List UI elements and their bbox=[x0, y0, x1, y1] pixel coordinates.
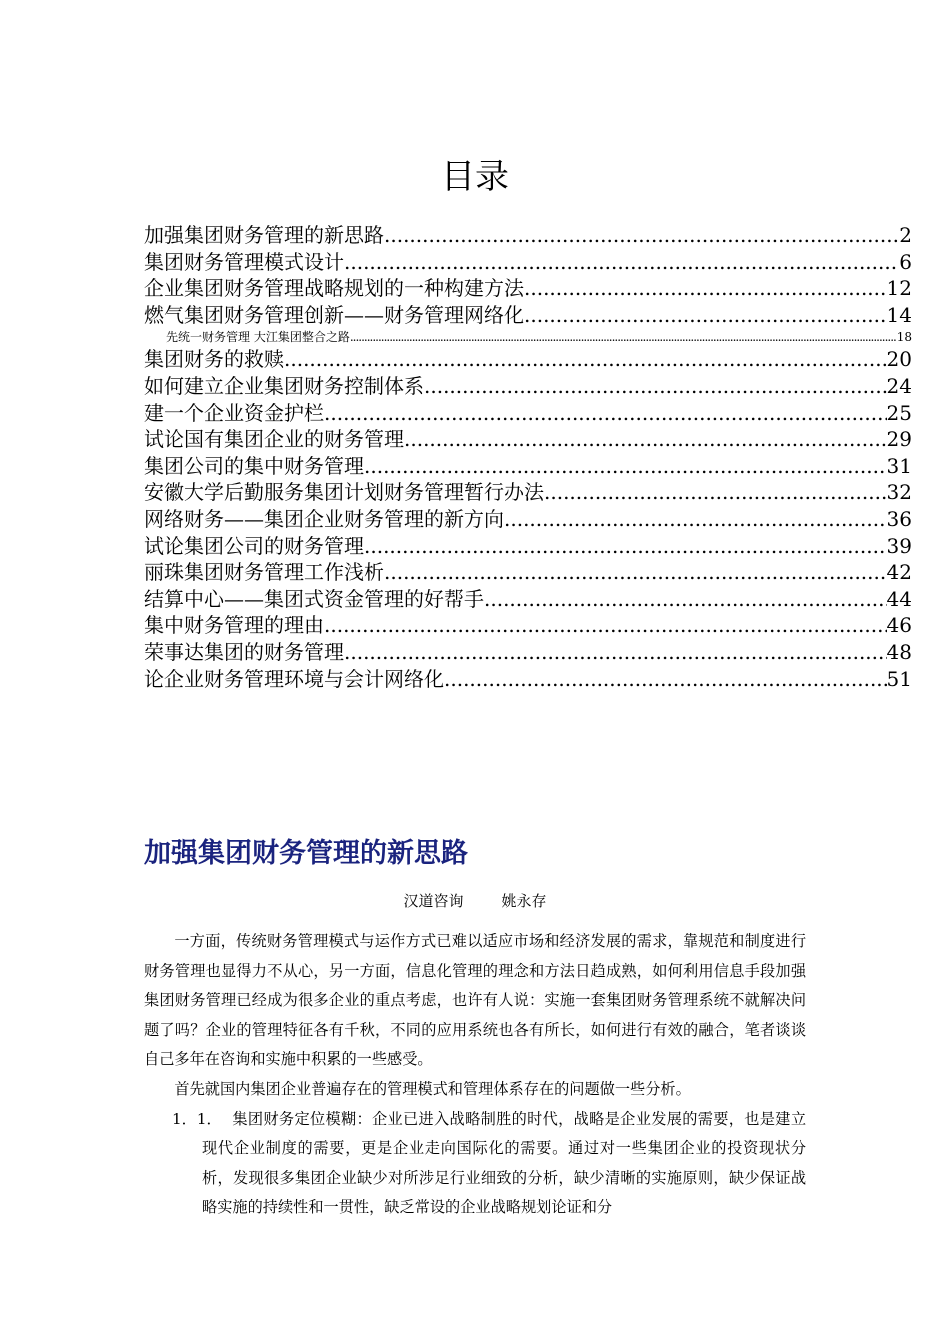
toc-entry[interactable] bbox=[144, 559, 912, 586]
toc-entry-page: 32 bbox=[886, 480, 912, 505]
toc-entry-page: 6 bbox=[899, 249, 912, 274]
toc-entry-page: 42 bbox=[886, 560, 912, 585]
toc-entry-title: 先统一财务管理 大江集团整合之路 bbox=[166, 330, 350, 345]
toc-leader-dots bbox=[284, 346, 887, 372]
byline-org: 汉道咨询 bbox=[403, 892, 464, 910]
toc-entry-title: 试论集团公司的财务管理 bbox=[144, 533, 364, 558]
toc-entry[interactable] bbox=[144, 586, 912, 613]
toc-entry-title: 加强集团财务管理的新思路 bbox=[144, 223, 384, 247]
toc-entry-title: 试论国有集团企业的财务管理 bbox=[144, 427, 404, 452]
article-body bbox=[144, 927, 806, 1223]
toc-leader-dots bbox=[384, 222, 899, 248]
toc-entry-page: 39 bbox=[886, 533, 912, 558]
toc-entry[interactable] bbox=[144, 639, 912, 666]
toc-leader-dots bbox=[364, 533, 887, 559]
byline-author: 姚永存 bbox=[501, 892, 547, 910]
toc-entry[interactable] bbox=[144, 506, 912, 533]
toc-leader-dots bbox=[324, 400, 887, 426]
toc-leader-dots bbox=[324, 612, 887, 638]
toc-entry-page: 2 bbox=[899, 223, 912, 247]
toc-leader-dots bbox=[524, 302, 887, 328]
toc-entry-page: 24 bbox=[886, 373, 912, 398]
toc-entry-page: 36 bbox=[886, 506, 912, 531]
table-of-contents bbox=[144, 222, 912, 692]
toc-leader-dots bbox=[444, 666, 887, 692]
toc-entry-title: 集团财务管理模式设计 bbox=[144, 249, 344, 274]
toc-entry-page: 12 bbox=[886, 276, 912, 301]
numbered-item bbox=[144, 1105, 806, 1223]
toc-entry-page: 31 bbox=[886, 453, 912, 478]
toc-entry-page: 29 bbox=[886, 427, 912, 452]
toc-entry-page: 51 bbox=[886, 666, 912, 691]
toc-leader-dots bbox=[344, 639, 887, 665]
toc-entry[interactable] bbox=[144, 453, 912, 480]
paragraph-analysis: 首先就国内集团企业普遍存在的管理模式和管理体系存在的问题做一些分析。 bbox=[174, 1079, 691, 1098]
toc-entry-page: 48 bbox=[886, 639, 912, 664]
article-title: 加强集团财务管理的新思路 bbox=[144, 838, 468, 869]
toc-entry-title: 如何建立企业集团财务控制体系 bbox=[144, 373, 424, 398]
toc-entry-title: 论企业财务管理环境与会计网络化 bbox=[144, 666, 444, 691]
toc-leader-dots bbox=[504, 506, 887, 532]
toc-entry[interactable] bbox=[144, 533, 912, 560]
toc-entry-page: 46 bbox=[886, 613, 912, 638]
toc-entry[interactable] bbox=[144, 373, 912, 400]
toc-entry-title: 安徽大学后勤服务集团计划财务管理暂行办法 bbox=[144, 480, 544, 505]
toc-entry[interactable] bbox=[144, 426, 912, 453]
item-number: 1．1． bbox=[172, 1109, 222, 1128]
toc-leader-dots bbox=[544, 479, 887, 505]
toc-entry[interactable] bbox=[144, 328, 912, 346]
toc-entry[interactable] bbox=[144, 249, 912, 276]
toc-leader-dots bbox=[344, 249, 899, 275]
toc-entry-title: 集团财务的救赎 bbox=[144, 347, 284, 372]
item-text: 集团财务定位模糊：企业已进入战略制胜的时代，战略是企业发展的需要，也是建立现代企业制度的需要，更是企业走向国际化的需要。通过对一些集团企业的投资现状分析，发现很多集团企业缺少对所涉足行业细致的分析，缺少清晰的实施原则，缺少保证战略实施的持续性和一贯性，缺乏常设的企业战略规划论证和分 bbox=[202, 1109, 806, 1217]
toc-entry-page: 25 bbox=[886, 400, 912, 425]
toc-leader-dots bbox=[424, 373, 887, 399]
toc-leader-dots bbox=[384, 559, 887, 585]
toc-entry[interactable] bbox=[144, 346, 912, 373]
toc-leader-dots bbox=[404, 426, 887, 452]
toc-entry-title: 燃气集团财务管理创新——财务管理网络化 bbox=[144, 302, 524, 327]
toc-entry[interactable] bbox=[144, 302, 912, 329]
toc-leader-dots bbox=[524, 275, 887, 301]
toc-entry-title: 网络财务——集团企业财务管理的新方向 bbox=[144, 506, 504, 531]
byline bbox=[0, 891, 950, 911]
paragraph-intro: 一方面，传统财务管理模式与运作方式已难以适应市场和经济发展的需求，靠规范和制度进行财务管理也显得力不从心，另一方面，信息化管理的理念和方法日趋成熟，如何利用信息手段加强集团财务管理已经成为很多企业的重点考虑，也许有人说：实施一套集团财务管理系统不就解决问题了吗？企业的管理特征各有千秋，不同的应用系统也各有所长，如何进行有效的融合，笔者谈谈自己多年在咨询和实施中积累的一些感受。 bbox=[144, 932, 806, 1069]
toc-entry[interactable] bbox=[144, 275, 912, 302]
toc-title: 目录 bbox=[441, 157, 509, 197]
toc-entry[interactable] bbox=[144, 479, 912, 506]
toc-entry[interactable] bbox=[144, 612, 912, 639]
toc-entry[interactable] bbox=[144, 666, 912, 693]
toc-entry-page: 20 bbox=[886, 347, 912, 372]
toc-entry-title: 结算中心——集团式资金管理的好帮手 bbox=[144, 586, 484, 611]
toc-entry-title: 企业集团财务管理战略规划的一种构建方法 bbox=[144, 276, 524, 301]
toc-entry-page: 18 bbox=[896, 330, 912, 345]
toc-entry-title: 集团公司的集中财务管理 bbox=[144, 453, 364, 478]
toc-entry-page: 44 bbox=[886, 586, 912, 611]
toc-entry-title: 荣事达集团的财务管理 bbox=[144, 639, 344, 664]
toc-entry[interactable] bbox=[144, 400, 912, 427]
toc-entry-title: 丽珠集团财务管理工作浅析 bbox=[144, 560, 384, 585]
toc-leader-dots bbox=[364, 453, 887, 479]
toc-entry-title: 集中财务管理的理由 bbox=[144, 613, 324, 638]
toc-entry[interactable] bbox=[144, 222, 912, 249]
toc-leader-dots bbox=[484, 586, 887, 612]
toc-leader-dots bbox=[350, 328, 897, 346]
toc-entry-page: 14 bbox=[886, 302, 912, 327]
toc-entry-title: 建一个企业资金护栏 bbox=[144, 400, 324, 425]
